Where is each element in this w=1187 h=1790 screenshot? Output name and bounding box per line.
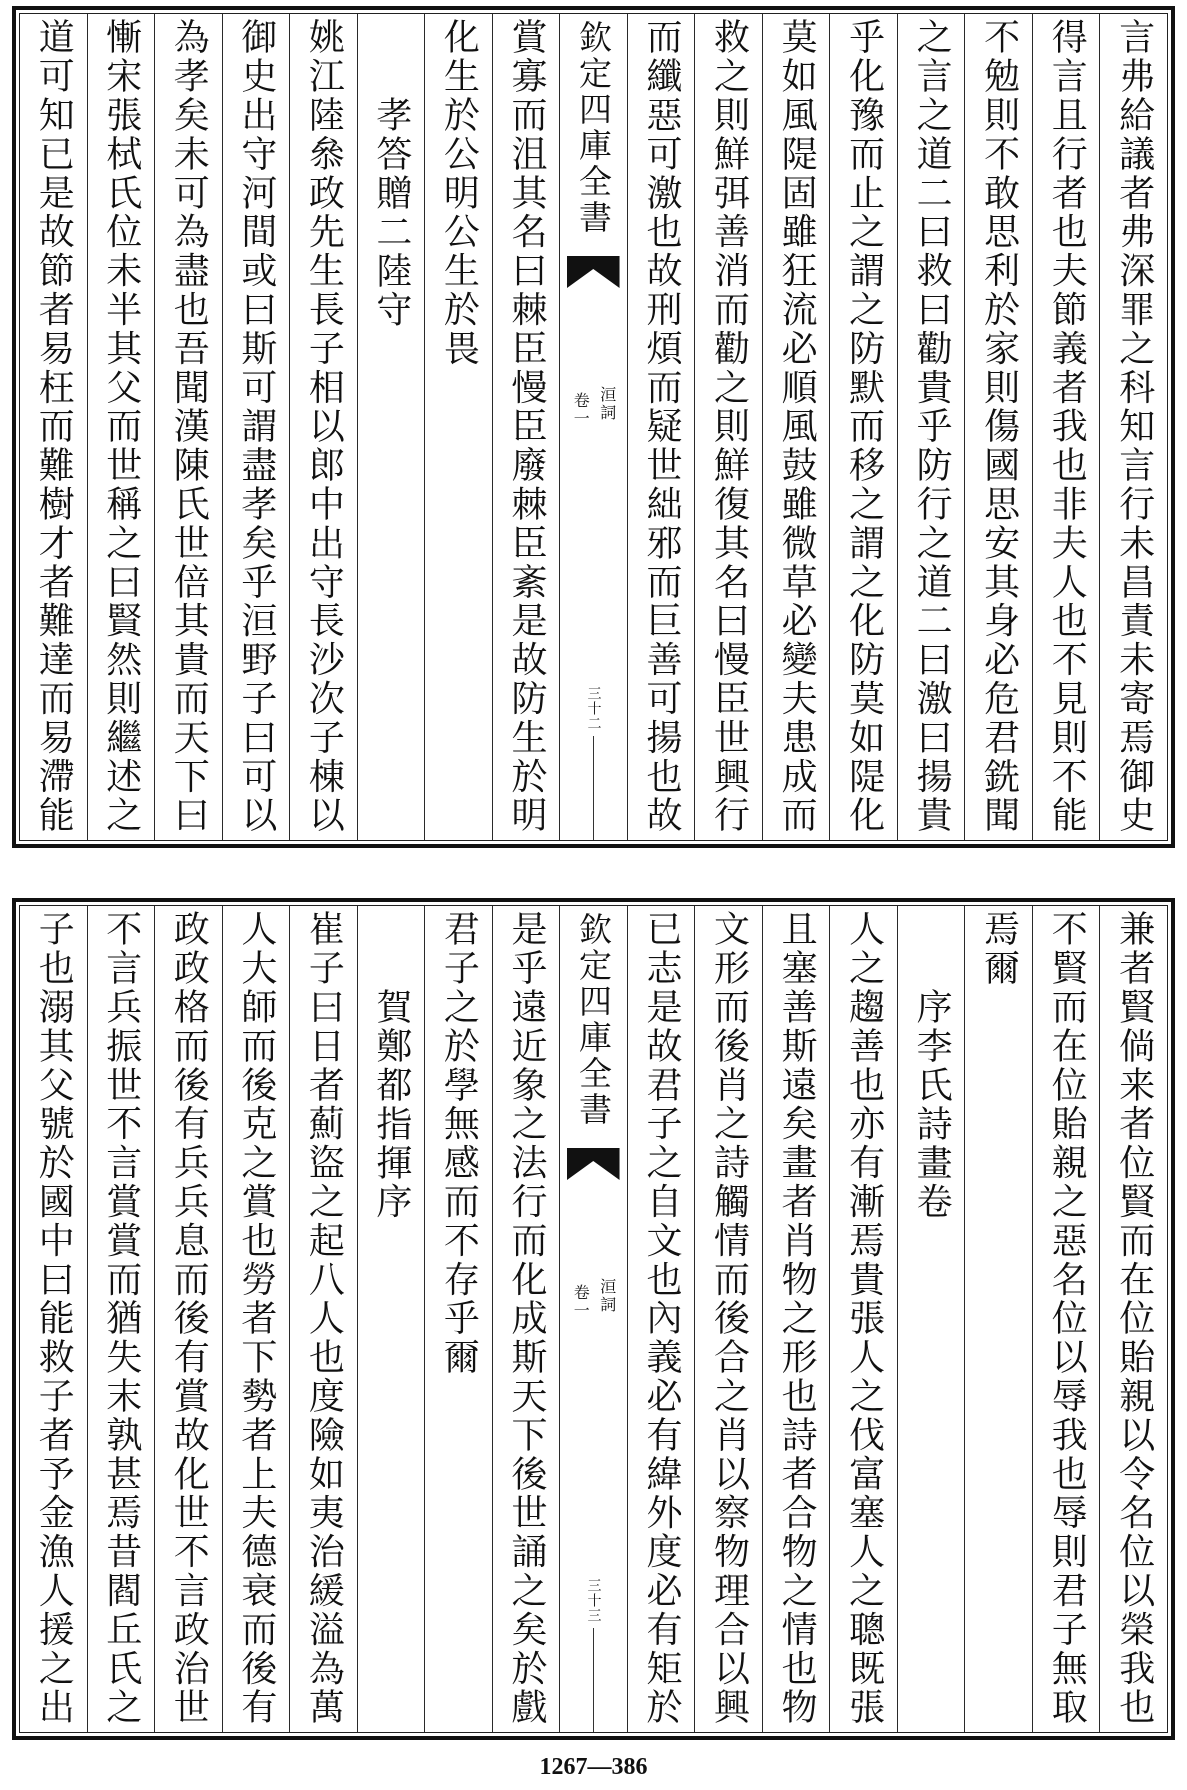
- center-column: [559, 906, 627, 1732]
- column-text: 乎化豫而止之謂之防默而移之謂之化防莫如隄化: [843, 18, 885, 835]
- juan-label: 卷一: [571, 392, 591, 428]
- text-column: [222, 906, 290, 1732]
- column-text: 化生於公明公生於畏: [438, 18, 480, 369]
- text-column: [20, 14, 87, 840]
- text-column: [1099, 906, 1167, 1732]
- column-text: 得言且行者也夫節義者我也非夫人也不見則不能: [1046, 18, 1088, 835]
- text-column: [154, 906, 222, 1732]
- folio-upper: [12, 6, 1175, 848]
- text-column: [964, 14, 1032, 840]
- text-column: [627, 906, 695, 1732]
- center-column: [559, 14, 627, 840]
- text-column: [829, 906, 897, 1732]
- text-column: [762, 14, 830, 840]
- text-column: [1099, 14, 1167, 840]
- fishtail-mark: [567, 256, 620, 290]
- text-column: [289, 906, 357, 1732]
- text-column: [154, 14, 222, 840]
- text-column: [492, 14, 560, 840]
- section-title: 孝答贈二陸守: [370, 96, 412, 330]
- column-text: 姚江陸叅政先生長子相以郎中出守長沙次子棟以: [303, 18, 345, 835]
- book-title: 欽定四庫全書: [573, 20, 613, 236]
- column-text: 救之則鮮弭善消而勸之則鮮復其名曰慢臣世興行: [708, 18, 750, 835]
- juan-label: 卷一: [571, 1284, 591, 1320]
- column-text: 政政格而後有兵兵息而後有賞故化世不言政治世: [168, 910, 210, 1727]
- column-text: 不勉則不敢思利於家則傷國思安其身必危君銑聞: [978, 18, 1020, 835]
- column-text: 人之趨善也亦有漸焉貴張人之伐富塞人之聰既張: [843, 910, 885, 1727]
- text-column: [627, 14, 695, 840]
- column-text: 不言兵振世不言賞賞而猶失末孰甚焉昔閻丘氏之: [100, 910, 142, 1727]
- leaf-number: 三十三: [585, 1578, 602, 1623]
- fishtail-mark: [567, 1148, 620, 1182]
- column-text: 文形而後肖之詩觸情而後合之肖以察物理合以興: [708, 910, 750, 1727]
- column-text: 是乎遠近象之法行而化成斯天下後世誦之矣於戲: [505, 910, 547, 1727]
- section-title: 序李氏詩畫卷: [911, 988, 953, 1222]
- column-text: 子也溺其父號於國中曰能救子者予金漁人援之出: [33, 910, 75, 1727]
- text-column: [424, 14, 492, 840]
- column-text: 言弗給議者弗深罪之科知言行未昌責未寄焉御史: [1113, 18, 1155, 835]
- folio-lower: [12, 898, 1175, 1740]
- page-number: 1267—386: [539, 1754, 648, 1780]
- column-text: 賞寡而沮其名曰棘臣慢臣廢棘臣紊是故防生於明: [505, 18, 547, 835]
- work-title: 洹詞: [597, 1278, 617, 1314]
- column-text: 人大師而後克之賞也勞者下勢者上夫德衰而後有: [235, 910, 277, 1727]
- column-text: 不賢而在位貽親之惡名位以辱我也辱則君子無取: [1046, 910, 1088, 1727]
- center-rule: [593, 1628, 594, 1732]
- column-text: 且塞善斯遠矣畫者肖物之形也詩者合物之情也物: [776, 910, 818, 1727]
- text-column: [829, 14, 897, 840]
- work-title: 洹詞: [597, 386, 617, 422]
- column-text: 為孝矣未可為盡也吾聞漢陳氏世倍其貴而天下曰: [168, 18, 210, 835]
- text-column: [762, 906, 830, 1732]
- text-column: [492, 906, 560, 1732]
- column-text: 兼者賢倘来者位賢而在位貽親以令名位以榮我也: [1113, 910, 1155, 1727]
- text-column: [87, 906, 155, 1732]
- text-column: [20, 906, 87, 1732]
- text-column: [964, 906, 1032, 1732]
- folio-frame: [19, 905, 1168, 1733]
- text-column: [1032, 14, 1100, 840]
- text-column: [222, 14, 290, 840]
- folio-frame: [19, 13, 1168, 841]
- text-column: [289, 14, 357, 840]
- text-column: [897, 14, 965, 840]
- text-column: [87, 14, 155, 840]
- column-text: 之言之道二曰救曰勸貴乎防行之道二曰激曰揚貴: [911, 18, 953, 835]
- leaf-number: 三十二: [585, 686, 602, 731]
- column-text: 莫如風隄固雖狂流必順風鼓雖微草必變夫患成而: [776, 18, 818, 835]
- section-title-column: [357, 906, 425, 1732]
- text-column: [1032, 906, 1100, 1732]
- column-text: 御史出守河間或曰斯可謂盡孝矣乎洹野子曰可以: [235, 18, 277, 835]
- text-column: [694, 906, 762, 1732]
- column-text: 君子之於學無感而不存乎爾: [438, 910, 480, 1377]
- section-title: 賀鄭都指揮序: [370, 988, 412, 1222]
- column-text: 慚宋張栻氏位未半其父而世稱之曰賢然則繼述之: [100, 18, 142, 835]
- column-text: 焉爾: [978, 910, 1020, 988]
- text-column: [424, 906, 492, 1732]
- section-title-column: [897, 906, 965, 1732]
- text-column: [694, 14, 762, 840]
- section-title-column: [357, 14, 425, 840]
- center-rule: [593, 736, 594, 840]
- column-text: 而纖惡可激也故刑煩而疑世絀邪而巨善可揚也故: [641, 18, 683, 835]
- column-text: 崔子曰日者薊盜之起八人也度險如夷治緩溢為萬: [303, 910, 345, 1727]
- column-text: 已志是故君子之自文也內義必有緯外度必有矩於: [641, 910, 683, 1727]
- column-text: 道可知已是故節者易枉而難樹才者難達而易滯能: [33, 18, 75, 835]
- book-title: 欽定四庫全書: [573, 912, 613, 1128]
